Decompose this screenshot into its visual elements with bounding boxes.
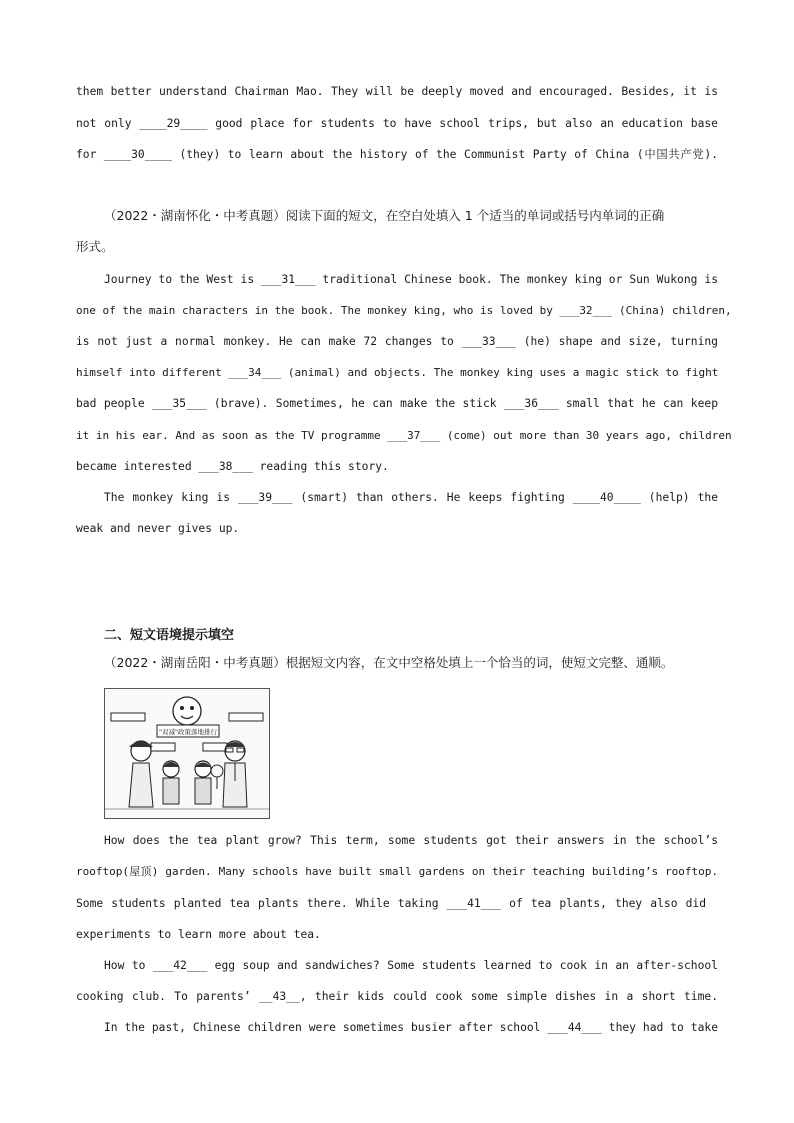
cartoon-banner-text: "双减"政策落地排行 (159, 728, 217, 736)
section-b-line: In the past, Chinese children were sometimes busier after school ___44___ they had to take (104, 1021, 718, 1034)
section-b-source: （2022・湖南岳阳・中考真题）根据短文内容，在文中空格处填上一个恰当的词，使短文完整、通顺。 (104, 655, 674, 670)
section-a-line: The monkey king is ___39___ (smart) than others. He keeps fighting ____40____ (help) the (104, 491, 718, 504)
section-a-line: bad people ___35___ (brave). Sometimes, he can make the stick ___36___ small that he can keep (76, 397, 718, 410)
section-b-line: How to ___42___ egg soup and sandwiches? Some students learned to cook in an after-school (104, 959, 718, 972)
section-b-line: cooking club. To parents’ __43__, their kids could cook some simple dishes in a short time. (76, 990, 718, 1003)
section-a-line: is not just a normal monkey. He can make 72 changes to ___33___ (he) shape and size, turning (76, 335, 718, 348)
section-a-line: became interested ___38___ reading this story. (76, 460, 389, 473)
section-a-line: it in his ear. And as soon as the TV programme ___37___ (come) out more than 30 years ago, children (76, 429, 732, 442)
section-a-source-cont: 形式。 (76, 239, 114, 254)
section-b-line: experiments to learn more about tea. (76, 928, 321, 941)
cartoon-image (104, 688, 270, 819)
section-a-line: one of the main characters in the book. The monkey king, who is loved by ___32___ (China) children, (76, 304, 732, 317)
passage1-line-3: for ____30____ (they) to learn about the history of the Communist Party of China (中国共产党). (76, 148, 718, 161)
section-a-line: Journey to the West is ___31___ traditional Chinese book. The monkey king or Sun Wukong is (104, 273, 718, 286)
section-b-line: Some students planted tea plants there. While taking ___41___ of tea plants, they also did (76, 897, 706, 910)
section-b-line: How does the tea plant grow? This term, some students got their answers in the school’s (104, 834, 718, 847)
section-a-line: himself into different ___34___ (animal) and objects. The monkey king uses a magic stick to fight (76, 366, 719, 379)
section-b-heading: 二、短文语境提示填空 (104, 628, 235, 643)
section-a-source: （2022・湖南怀化・中考真题）阅读下面的短文，在空白处填入 1 个适当的单词或括号内单词的正确 (104, 208, 665, 223)
section-a-line: weak and never gives up. (76, 522, 240, 535)
passage1-line-1: them better understand Chairman Mao. They will be deeply moved and encouraged. Besides, it is (76, 85, 718, 98)
section-b-line: rooftop(屋顶) garden. Many schools have built small gardens on their teaching building’s rooftop. (76, 865, 718, 878)
passage1-line-2: not only ____29____ good place for students to have school trips, but also an education base (76, 117, 718, 130)
